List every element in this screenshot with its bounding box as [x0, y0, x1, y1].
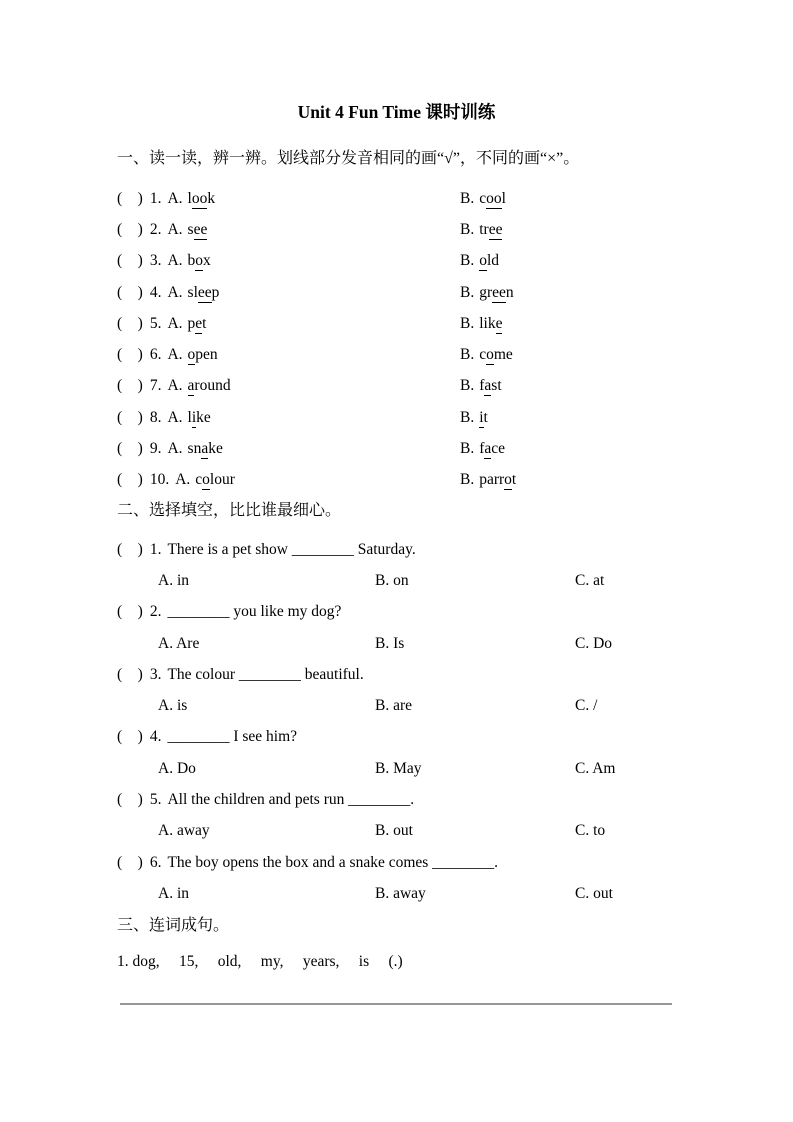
match-col-b: [460, 221, 676, 239]
option-a: A. is: [158, 697, 188, 715]
item-number: 3.: [149, 252, 162, 270]
word-part-underlined: o: [486, 346, 494, 364]
options-row: [117, 690, 676, 721]
word-part-post: ld: [486, 252, 500, 270]
match-col-a: [117, 377, 460, 395]
answer-bracket: ( ): [117, 314, 143, 332]
word-part-pre: sn: [187, 440, 202, 458]
word-part-post: ce: [491, 440, 506, 458]
option-c: C. out: [575, 884, 613, 902]
unscramble-words-line: [117, 947, 676, 978]
word-part-pre: parr: [479, 471, 505, 489]
option-b-label: B.: [460, 377, 475, 395]
word-part-post: pen: [195, 346, 218, 364]
item-number: 1.: [149, 189, 162, 207]
word-part-pre: l: [187, 408, 192, 426]
options-row: [117, 816, 676, 847]
match-col-b: [460, 377, 676, 395]
answer-bracket: ( ): [117, 603, 143, 621]
word-part-pre: tr: [479, 220, 489, 238]
question-number: 5.: [149, 790, 162, 808]
word-part-underlined: o: [479, 252, 487, 270]
question-number: 2.: [149, 603, 162, 621]
answer-bracket: ( ): [117, 853, 143, 871]
word-part-underlined: o: [187, 346, 196, 364]
item-number: 9.: [149, 440, 162, 458]
option-b: B. out: [375, 822, 413, 840]
question-text: The boy opens the box and a snake comes ________.: [167, 853, 499, 871]
option-c: C. at: [575, 571, 605, 589]
option-b-word: [479, 440, 505, 458]
option-a-word: [188, 377, 231, 395]
answer-bracket: ( ): [117, 252, 143, 270]
word-part-underlined: e: [195, 314, 203, 332]
match-col-a: [117, 440, 460, 458]
match-col-b: [460, 252, 676, 270]
word-part-pre: p: [187, 314, 196, 332]
word-part-post: ke: [196, 408, 211, 426]
match-col-b: [460, 190, 676, 208]
match-item-row: [117, 433, 676, 464]
option-a-word: [188, 190, 216, 208]
match-col-b: [460, 315, 676, 333]
answer-bracket: ( ): [117, 408, 143, 426]
option-a-label: A.: [167, 408, 183, 426]
option-b-label: B.: [460, 189, 475, 207]
options-row: [117, 753, 676, 784]
word-part-post: round: [194, 377, 231, 395]
option-b-word: [479, 252, 499, 270]
item-number: 8.: [149, 408, 162, 426]
word-part-underlined: o: [195, 252, 204, 270]
option-b-word: [479, 409, 488, 427]
match-item-row: [117, 339, 676, 370]
match-col-b: [460, 471, 676, 489]
item-number: 2.: [149, 220, 162, 238]
word-part-underlined: a: [484, 440, 492, 458]
word-part-underlined: a: [201, 440, 209, 458]
option-a-word: [188, 284, 220, 302]
word-part-post: k: [207, 189, 216, 207]
option-b: B. May: [375, 759, 422, 777]
option-b-label: B.: [460, 252, 475, 270]
word-part-post: l: [501, 189, 506, 207]
option-a-label: A.: [167, 440, 183, 458]
word-part-underlined: o: [504, 471, 512, 489]
match-col-a: [117, 190, 460, 208]
word-part-post: lour: [209, 471, 235, 489]
answer-bracket: ( ): [117, 440, 143, 458]
section1-heading: 一、读一读，辨一辨。划线部分发音相同的画“√”，不同的画“×”。: [117, 150, 580, 167]
word-part-post: p: [211, 283, 220, 301]
option-b-label: B.: [460, 220, 475, 238]
option-c: C. Do: [575, 634, 613, 652]
option-b-word: [479, 284, 513, 302]
option-a: A. away: [158, 822, 210, 840]
option-a-label: A.: [167, 346, 183, 364]
word-part-pre: l: [187, 189, 192, 207]
option-b-label: B.: [460, 440, 475, 458]
option-b-label: B.: [460, 314, 475, 332]
answer-bracket: ( ): [117, 540, 143, 558]
question-line: [117, 659, 676, 690]
section2-question-list: [117, 534, 676, 910]
word-part-post: n: [505, 283, 514, 301]
word-part-pre: c: [479, 346, 487, 364]
word-part-pre: gr: [479, 283, 493, 301]
section1-match-list: [117, 183, 676, 496]
option-a-label: A.: [167, 252, 183, 270]
question-line: [117, 722, 676, 753]
answer-bracket: ( ): [117, 790, 143, 808]
section2-heading: 二、选择填空，比比谁最细心。: [117, 501, 342, 519]
answer-bracket: ( ): [117, 665, 143, 683]
option-b-word: [479, 377, 501, 395]
word-part-post: t: [511, 471, 517, 489]
option-a: A. in: [158, 884, 189, 902]
item-number: 5.: [149, 314, 162, 332]
word-part-post: t: [202, 314, 207, 332]
option-a-label: A.: [167, 220, 183, 238]
option-a-word: [188, 409, 211, 427]
option-b-word: [479, 471, 516, 489]
word-part-underlined: ee: [197, 283, 212, 301]
option-a-label: A.: [175, 471, 191, 489]
option-b-label: B.: [460, 283, 475, 301]
word-part-pre: b: [187, 252, 196, 270]
question-line: [117, 847, 676, 878]
question-text: All the children and pets run ________.: [167, 790, 415, 808]
option-c: C. /: [575, 697, 598, 715]
question-number: 1.: [149, 540, 162, 558]
word-part-underlined: e: [495, 314, 503, 332]
match-item-row: [117, 246, 676, 277]
option-a-word: [188, 440, 223, 458]
match-item-row: [117, 371, 676, 402]
word-part-pre: f: [479, 440, 485, 458]
match-item-row: [117, 183, 676, 214]
section3-heading: 三、连词成句。: [117, 916, 230, 934]
option-a: A. Do: [158, 759, 196, 777]
option-a-label: A.: [167, 283, 183, 301]
match-col-a: [117, 471, 460, 489]
option-b: B. are: [375, 697, 413, 715]
question-text: ________ I see him?: [167, 728, 298, 746]
option-a: A. in: [158, 571, 189, 589]
option-b-word: [479, 190, 506, 208]
option-a-label: A.: [167, 377, 183, 395]
word-part-underlined: ee: [492, 283, 506, 301]
match-col-b: [460, 346, 676, 364]
match-item-row: [117, 277, 676, 308]
item-number: 4.: [149, 283, 162, 301]
word-part-pre: s: [187, 220, 194, 238]
match-item-row: [117, 308, 676, 339]
question-number: 6.: [149, 853, 162, 871]
options-row: [117, 565, 676, 596]
page-title: Unit 4 Fun Time 课时训练: [297, 102, 496, 122]
match-col-a: [117, 315, 460, 333]
word-part-post: me: [493, 346, 513, 364]
word-part-underlined: o: [202, 471, 210, 489]
option-a-word: [188, 252, 211, 270]
word-part-underlined: ee: [488, 220, 503, 238]
item-number: 7.: [149, 377, 162, 395]
option-c: C. to: [575, 822, 606, 840]
answer-bracket: ( ): [117, 189, 143, 207]
answer-bracket: ( ): [117, 377, 143, 395]
answer-bracket: ( ): [117, 283, 143, 301]
word-part-underlined: i: [479, 408, 484, 426]
match-col-a: [117, 252, 460, 270]
unscramble-words: 1. dog, 15, old, my, years, is (.): [117, 953, 403, 971]
option-b-word: [479, 221, 502, 239]
word-part-pre: c: [479, 189, 487, 207]
question-line: [117, 597, 676, 628]
question-line: [117, 784, 676, 815]
question-text: There is a pet show ________ Saturday.: [167, 540, 416, 558]
option-a-label: A.: [167, 189, 183, 207]
option-b-word: [479, 315, 502, 333]
match-col-a: [117, 346, 460, 364]
option-a-word: [188, 221, 208, 239]
word-part-underlined: a: [187, 377, 195, 395]
match-item-row: [117, 402, 676, 433]
question-number: 4.: [149, 728, 162, 746]
option-a: A. Are: [158, 634, 200, 652]
answer-line: [120, 1003, 672, 1005]
word-part-pre: c: [195, 471, 203, 489]
option-a-label: A.: [167, 314, 183, 332]
question-number: 3.: [149, 665, 162, 683]
word-part-underlined: oo: [191, 189, 208, 207]
match-item-row: [117, 214, 676, 245]
word-part-post: x: [203, 252, 211, 270]
word-part-pre: lik: [479, 314, 496, 332]
word-part-underlined: ee: [193, 220, 208, 238]
match-col-b: [460, 440, 676, 458]
option-a-word: [188, 346, 218, 364]
word-part-underlined: a: [484, 377, 492, 395]
word-part-underlined: oo: [486, 189, 502, 207]
word-part-pre: f: [479, 377, 485, 395]
option-a-word: [195, 471, 235, 489]
word-part-underlined: i: [191, 408, 197, 426]
word-part-post: ke: [208, 440, 223, 458]
answer-bracket: ( ): [117, 346, 143, 364]
answer-bracket: ( ): [117, 471, 143, 489]
options-row: [117, 628, 676, 659]
word-part-post: st: [491, 377, 502, 395]
option-b-word: [479, 346, 513, 364]
item-number: 10.: [149, 471, 170, 489]
question-text: The colour ________ beautiful.: [167, 665, 364, 683]
option-a-word: [188, 315, 207, 333]
option-b: B. on: [375, 571, 409, 589]
option-b-label: B.: [460, 471, 475, 489]
answer-bracket: ( ): [117, 220, 143, 238]
option-b: B. away: [375, 884, 426, 902]
match-col-b: [460, 284, 676, 302]
option-b-label: B.: [460, 408, 475, 426]
match-col-a: [117, 221, 460, 239]
answer-bracket: ( ): [117, 728, 143, 746]
option-b: B. Is: [375, 634, 405, 652]
option-c: C. Am: [575, 759, 616, 777]
match-item-row: [117, 465, 676, 496]
question-line: [117, 534, 676, 565]
word-part-pre: sl: [187, 283, 198, 301]
match-col-a: [117, 409, 460, 427]
word-part-post: t: [483, 408, 488, 426]
option-b-label: B.: [460, 346, 475, 364]
match-col-a: [117, 284, 460, 302]
match-col-b: [460, 409, 676, 427]
item-number: 6.: [149, 346, 162, 364]
question-text: ________ you like my dog?: [167, 603, 342, 621]
options-row: [117, 878, 676, 909]
